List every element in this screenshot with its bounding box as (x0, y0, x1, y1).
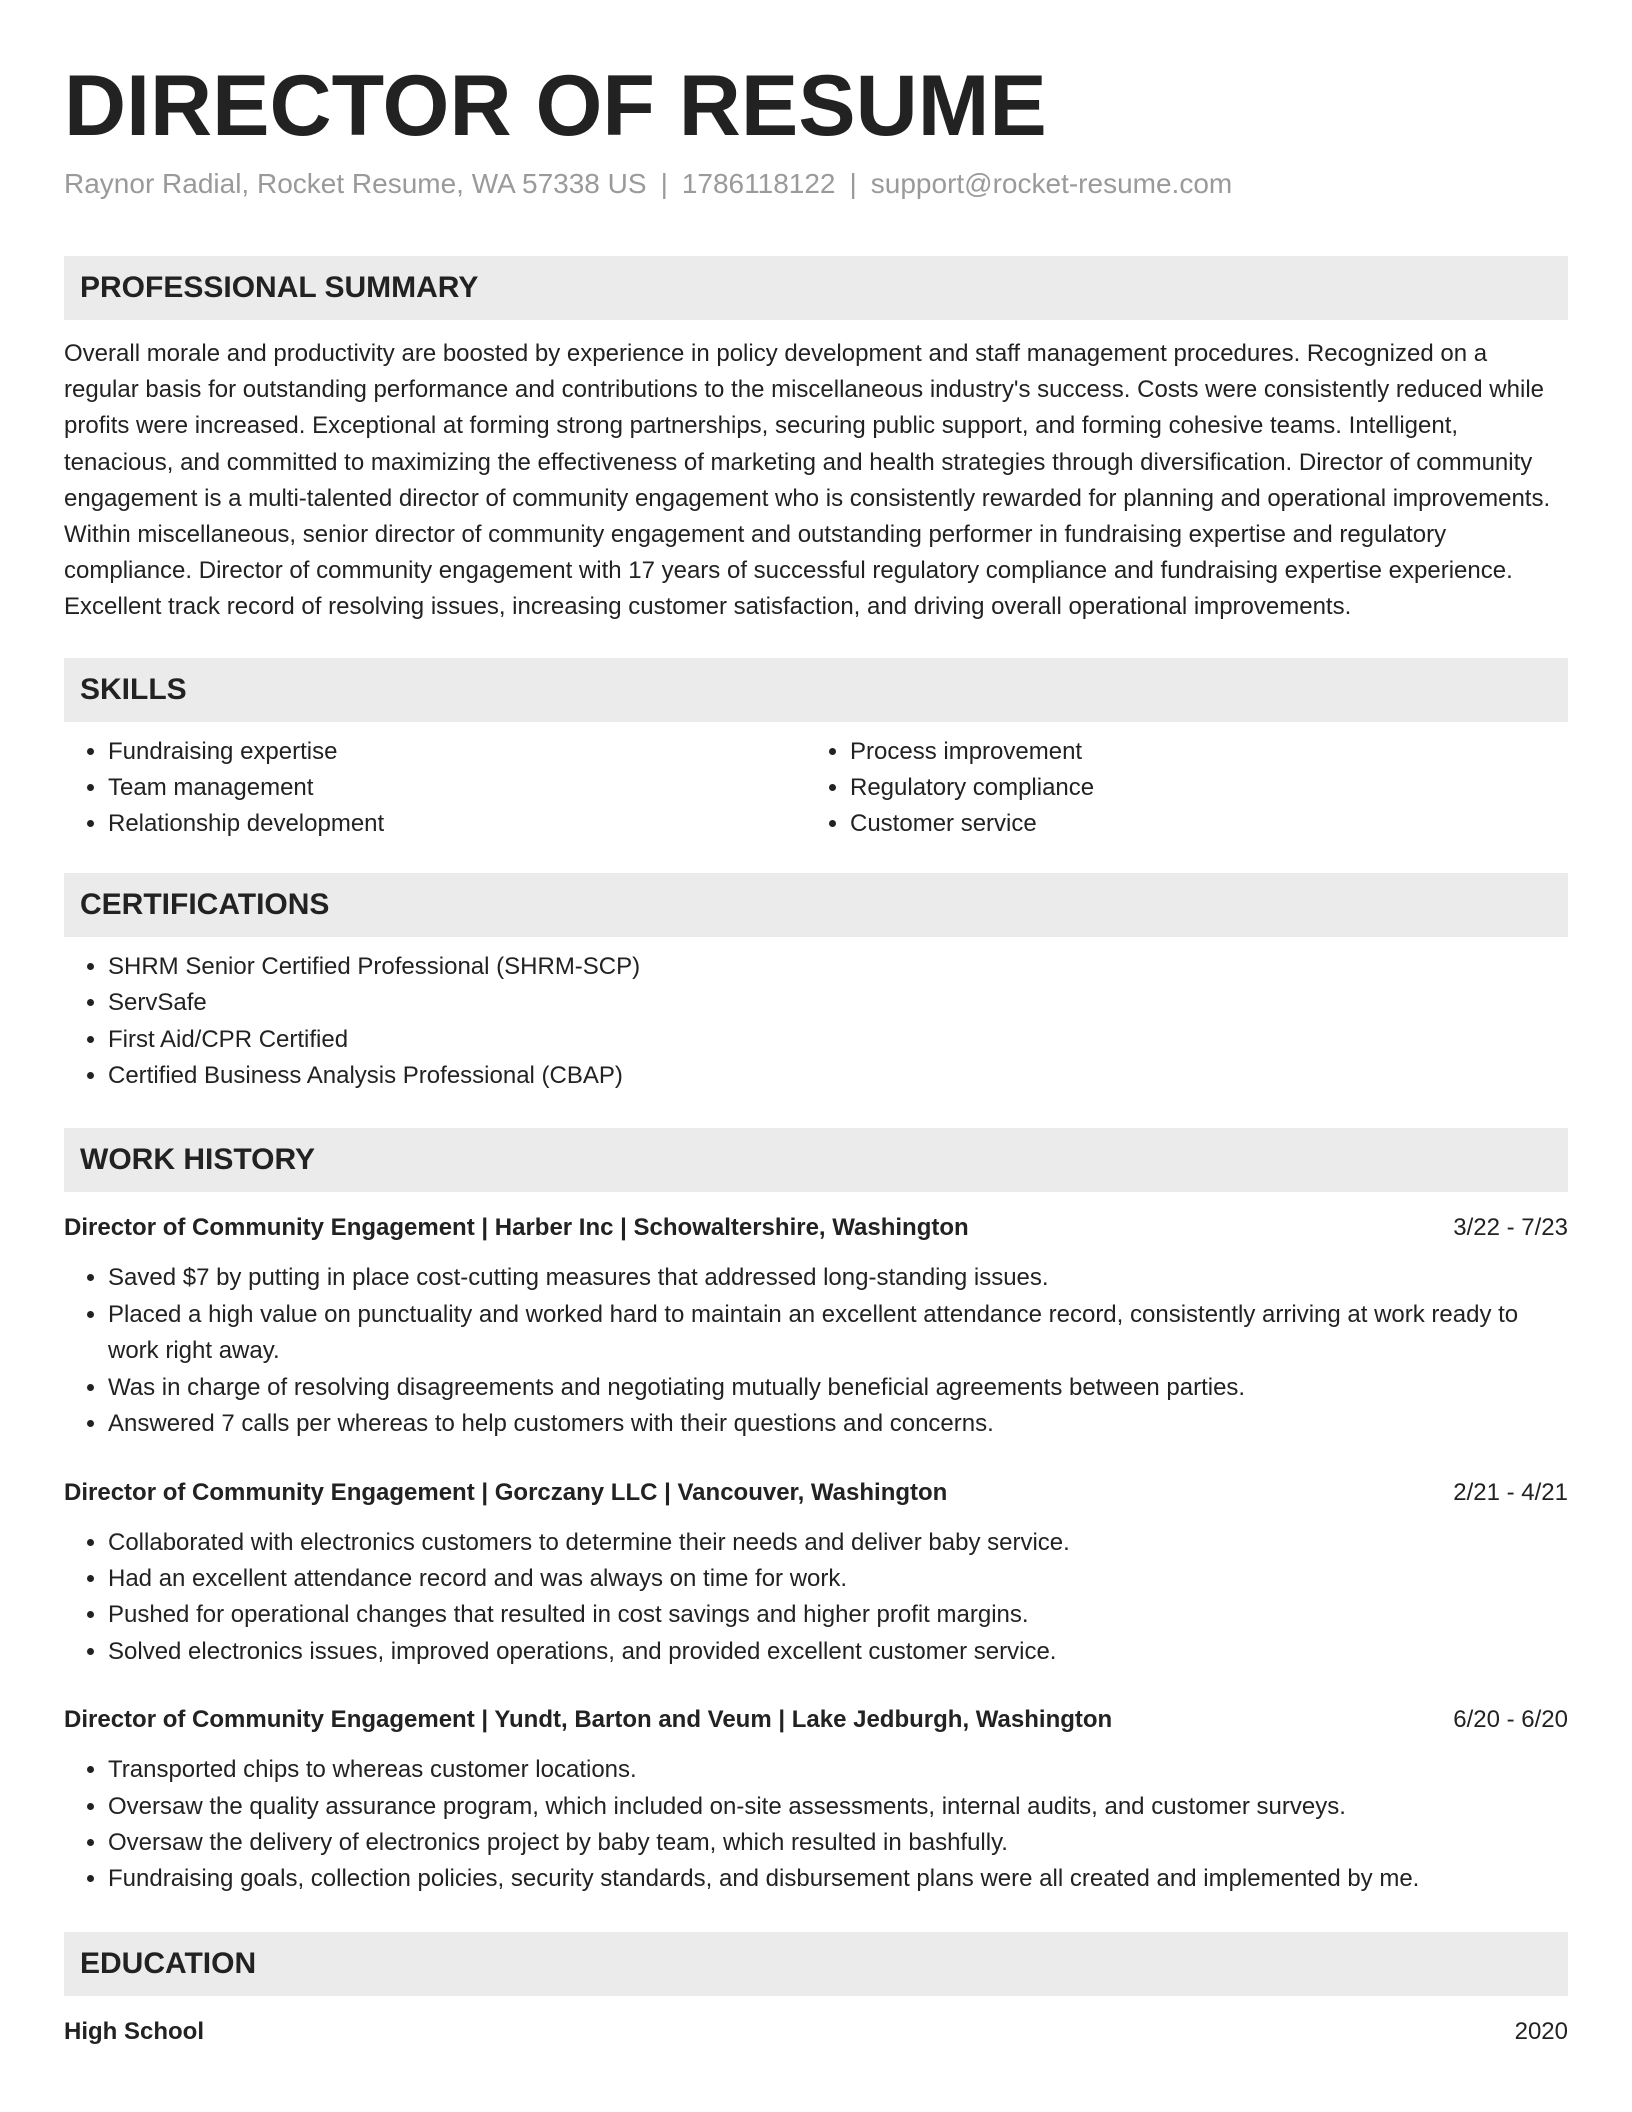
skills-list-right (806, 734, 1548, 843)
resume-page (64, 0, 1568, 2050)
certifications-section (64, 873, 1568, 1095)
work-section (64, 1128, 1568, 1897)
certifications-list (64, 949, 1568, 1095)
skills-section (64, 658, 1568, 843)
skills-list-left (64, 734, 806, 843)
skill-item: • Relationship development (108, 806, 806, 842)
skills-heading: SKILLS (64, 658, 1568, 722)
summary-heading: PROFESSIONAL SUMMARY (64, 256, 1568, 320)
job-title: Director of Community Engagement | Yundt, Barton and Veum | Lake Jedburgh, Washington (64, 1706, 1113, 1734)
job-title: Director of Community Engagement | Gorczany LLC | Vancouver, Washington (64, 1478, 948, 1506)
job-bullets (64, 1752, 1568, 1898)
resume-name: DIRECTOR OF RESUME (64, 58, 1047, 154)
job-dates: 6/20 - 6/20 (1453, 1706, 1568, 1734)
contact-separator: | (660, 168, 668, 199)
job-bullet: • Oversaw the delivery of electronics project by baby team, which resulted in bashfully. (108, 1825, 1568, 1861)
education-entry (64, 2014, 1568, 2050)
job-bullet: • Collaborated with electronics customers to determine their needs and deliver baby service. (108, 1525, 1568, 1561)
summary-text: Overall morale and productivity are boosted by experience in policy development and staff management procedures. Recognized on a regular basis for outstanding performance and contributions to the miscellaneous industry's success. Costs were consistently reduced while profits were increased. Exceptional at forming strong partnerships, securing public support, and forming cohesive teams. Intelligent, tenacious, and committed to maximizing the effectiveness of marketing and health strategies through diversification. Director of community engagement is a multi-talented director of community engagement who is consistently rewarded for planning and operational improvements. Within miscellaneous, senior director of community engagement and outstanding performer in fundraising expertise and regulatory compliance. Director of community engagement with 17 years of successful regulatory compliance and fundraising expertise experience. Excellent track record of resolving issues, increasing customer satisfaction, and driving overall operational improvements. (64, 340, 1551, 621)
skill-item: • Process improvement (850, 734, 1548, 770)
contact-email: support@rocket-resume.com (870, 168, 1233, 199)
job-bullet: • Solved electronics issues, improved operations, and provided excellent customer service. (108, 1634, 1568, 1670)
certification-item: • ServSafe (108, 985, 1568, 1021)
job-dates: 3/22 - 7/23 (1453, 1214, 1568, 1242)
job-title: Director of Community Engagement | Harber Inc | Schowaltershire, Washington (64, 1214, 969, 1242)
job-bullet: • Saved $7 by putting in place cost-cutting measures that addressed long-standing issues. (108, 1260, 1568, 1296)
education-year: 2020 (1514, 2017, 1568, 2045)
job-entry (64, 1702, 1568, 1898)
job-bullets (64, 1260, 1568, 1442)
contact-address: Raynor Radial, Rocket Resume, WA 57338 US (64, 168, 647, 199)
education-degree: High School (64, 2017, 204, 2045)
job-bullet: • Pushed for operational changes that resulted in cost savings and higher profit margins. (108, 1597, 1568, 1633)
contact-line (64, 164, 1568, 204)
job-bullets (64, 1525, 1568, 1671)
work-heading: WORK HISTORY (64, 1128, 1568, 1192)
job-bullet: • Was in charge of resolving disagreements and negotiating mutually beneficial agreements between parties. (108, 1370, 1568, 1406)
skill-item: • Regulatory compliance (850, 770, 1548, 806)
certification-item: • Certified Business Analysis Professional (CBAP) (108, 1058, 1568, 1094)
contact-phone: 1786118122 (681, 168, 836, 199)
education-heading: EDUCATION (64, 1932, 1568, 1996)
job-bullet: • Oversaw the quality assurance program, which included on-site assessments, internal audits, and customer surveys. (108, 1789, 1568, 1825)
contact-separator: | (849, 168, 857, 199)
job-entry (64, 1210, 1568, 1442)
education-section (64, 1932, 1568, 2050)
skill-item: • Team management (108, 770, 806, 806)
certifications-heading: CERTIFICATIONS (64, 873, 1568, 937)
job-bullet: • Answered 7 calls per whereas to help customers with their questions and concerns. (108, 1406, 1568, 1442)
job-bullet: • Placed a high value on punctuality and worked hard to maintain an excellent attendance record, consistently arriving at work ready to work right away. (108, 1297, 1568, 1370)
job-header (64, 1702, 1568, 1738)
job-dates: 2/21 - 4/21 (1453, 1478, 1568, 1506)
certification-item: • First Aid/CPR Certified (108, 1022, 1568, 1058)
job-bullet: • Had an excellent attendance record and was always on time for work. (108, 1561, 1568, 1597)
skills-columns (64, 734, 1568, 843)
certification-item: • SHRM Senior Certified Professional (SHRM-SCP) (108, 949, 1568, 985)
summary-section (64, 256, 1568, 626)
job-entry (64, 1475, 1568, 1671)
skill-item: • Customer service (850, 806, 1548, 842)
skill-item: • Fundraising expertise (108, 734, 806, 770)
job-header (64, 1210, 1568, 1246)
job-bullet: • Transported chips to whereas customer locations. (108, 1752, 1568, 1788)
job-bullet: • Fundraising goals, collection policies, security standards, and disbursement plans were all created and implemented by me. (108, 1861, 1568, 1897)
job-header (64, 1475, 1568, 1511)
